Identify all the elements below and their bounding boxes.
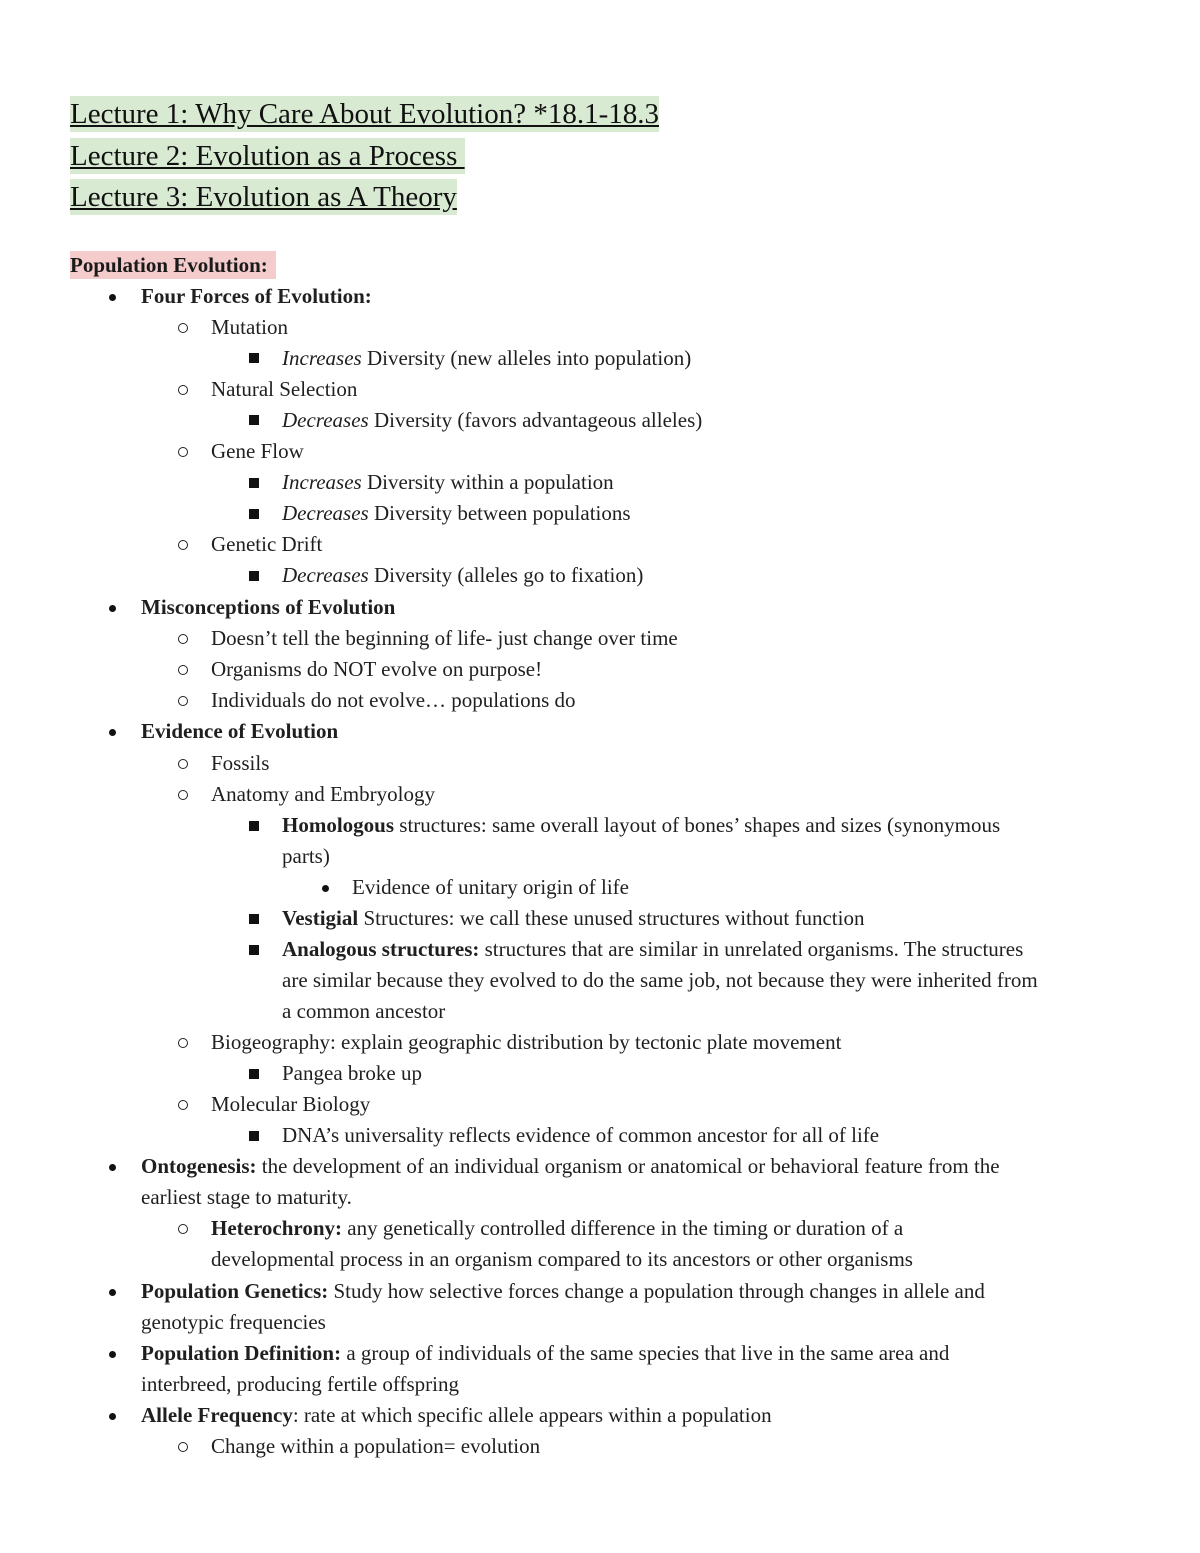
bullet-icon: [109, 729, 116, 736]
bullet-icon: [109, 1351, 116, 1358]
mutation-detail: Increases Diversity (new alleles into population): [282, 346, 692, 370]
square-bullet-icon: [249, 509, 259, 519]
analogous-line-2: are similar because they evolved to do the same job, not because they were inherited from: [282, 968, 1038, 992]
lecture-1-heading: Lecture 1: Why Care About Evolution? *18.1-18.3: [70, 98, 660, 130]
homologous-line-2: parts): [282, 844, 330, 868]
square-bullet-icon: [249, 571, 259, 581]
square-bullet-icon: [249, 478, 259, 488]
natural-selection-detail: Decreases Diversity (favors advantageous alleles): [282, 408, 703, 432]
circle-bullet-icon: [178, 759, 188, 769]
circle-bullet-icon: [178, 1442, 188, 1452]
population-definition-line-1: Population Definition: a group of individuals of the same species that live in the same area and: [141, 1341, 950, 1365]
square-bullet-icon: [249, 415, 259, 425]
vestigial-item: Vestigial Structures: we call these unused structures without function: [282, 906, 865, 930]
bullet-icon: [109, 1164, 116, 1171]
heterochrony-line-2: developmental process in an organism compared to its ancestors or other organisms: [211, 1247, 913, 1271]
circle-bullet-icon: [178, 385, 188, 395]
analogous-line-1: Analogous structures: structures that are similar in unrelated organisms. The structures: [282, 937, 1024, 961]
mutation-item: Mutation: [211, 315, 288, 339]
misconception-item: Organisms do NOT evolve on purpose!: [211, 657, 543, 681]
four-forces-title: Four Forces of Evolution:: [141, 284, 372, 308]
anatomy-item: Anatomy and Embryology: [211, 782, 435, 806]
bullet-icon: [109, 1289, 116, 1296]
square-bullet-icon: [249, 1069, 259, 1079]
molecular-detail: DNA’s universality reflects evidence of common ancestor for all of life: [282, 1123, 880, 1147]
square-bullet-icon: [249, 945, 259, 955]
gene-flow-item: Gene Flow: [211, 439, 304, 463]
circle-bullet-icon: [178, 696, 188, 706]
evidence-title: Evidence of Evolution: [141, 719, 339, 743]
gene-flow-detail-2: Decreases Diversity between populations: [282, 501, 631, 525]
misconception-item: Individuals do not evolve… populations do: [211, 688, 576, 712]
square-bullet-icon: [249, 353, 259, 363]
population-definition-line-2: interbreed, producing fertile offspring: [141, 1372, 460, 1396]
bullet-icon: [322, 885, 329, 892]
bullet-icon: [109, 294, 116, 301]
misconceptions-title: Misconceptions of Evolution: [141, 595, 396, 619]
heterochrony-line-1: Heterochrony: any genetically controlled difference in the timing or duration of a: [211, 1216, 904, 1240]
square-bullet-icon: [249, 1131, 259, 1141]
lecture-2-heading: Lecture 2: Evolution as a Process: [70, 140, 465, 172]
population-genetics-line-2: genotypic frequencies: [141, 1310, 326, 1334]
fossils-item: Fossils: [211, 751, 270, 775]
allele-frequency-item: Allele Frequency: rate at which specific allele appears within a population: [141, 1403, 772, 1427]
molecular-item: Molecular Biology: [211, 1092, 371, 1116]
bullet-icon: [109, 605, 116, 612]
biogeography-detail: Pangea broke up: [282, 1061, 422, 1085]
allele-frequency-detail: Change within a population= evolution: [211, 1434, 541, 1458]
natural-selection-item: Natural Selection: [211, 377, 358, 401]
circle-bullet-icon: [178, 323, 188, 333]
lecture-3-heading: Lecture 3: Evolution as A Theory: [70, 181, 457, 213]
population-genetics-line-1: Population Genetics: Study how selective forces change a population through changes in allele and: [141, 1279, 985, 1303]
circle-bullet-icon: [178, 1224, 188, 1234]
genetic-drift-item: Genetic Drift: [211, 532, 323, 556]
square-bullet-icon: [249, 914, 259, 924]
circle-bullet-icon: [178, 665, 188, 675]
biogeography-item: Biogeography: explain geographic distribution by tectonic plate movement: [211, 1030, 842, 1054]
homologous-detail: Evidence of unitary origin of life: [352, 875, 629, 899]
ontogenesis-line-2: earliest stage to maturity.: [141, 1185, 352, 1209]
circle-bullet-icon: [178, 790, 188, 800]
homologous-line-1: Homologous structures: same overall layout of bones’ shapes and sizes (synonymous: [282, 813, 1001, 837]
circle-bullet-icon: [178, 1100, 188, 1110]
gene-flow-detail-1: Increases Diversity within a population: [282, 470, 614, 494]
bullet-icon: [109, 1413, 116, 1420]
analogous-line-3: a common ancestor: [282, 999, 446, 1023]
ontogenesis-line-1: Ontogenesis: the development of an individual organism or anatomical or behavioral feature from the: [141, 1154, 1000, 1178]
circle-bullet-icon: [178, 540, 188, 550]
misconception-item: Doesn’t tell the beginning of life- just change over time: [211, 626, 678, 650]
circle-bullet-icon: [178, 634, 188, 644]
circle-bullet-icon: [178, 1038, 188, 1048]
square-bullet-icon: [249, 821, 259, 831]
circle-bullet-icon: [178, 447, 188, 457]
genetic-drift-detail: Decreases Diversity (alleles go to fixation): [282, 563, 644, 587]
section-title: Population Evolution:: [70, 251, 276, 279]
